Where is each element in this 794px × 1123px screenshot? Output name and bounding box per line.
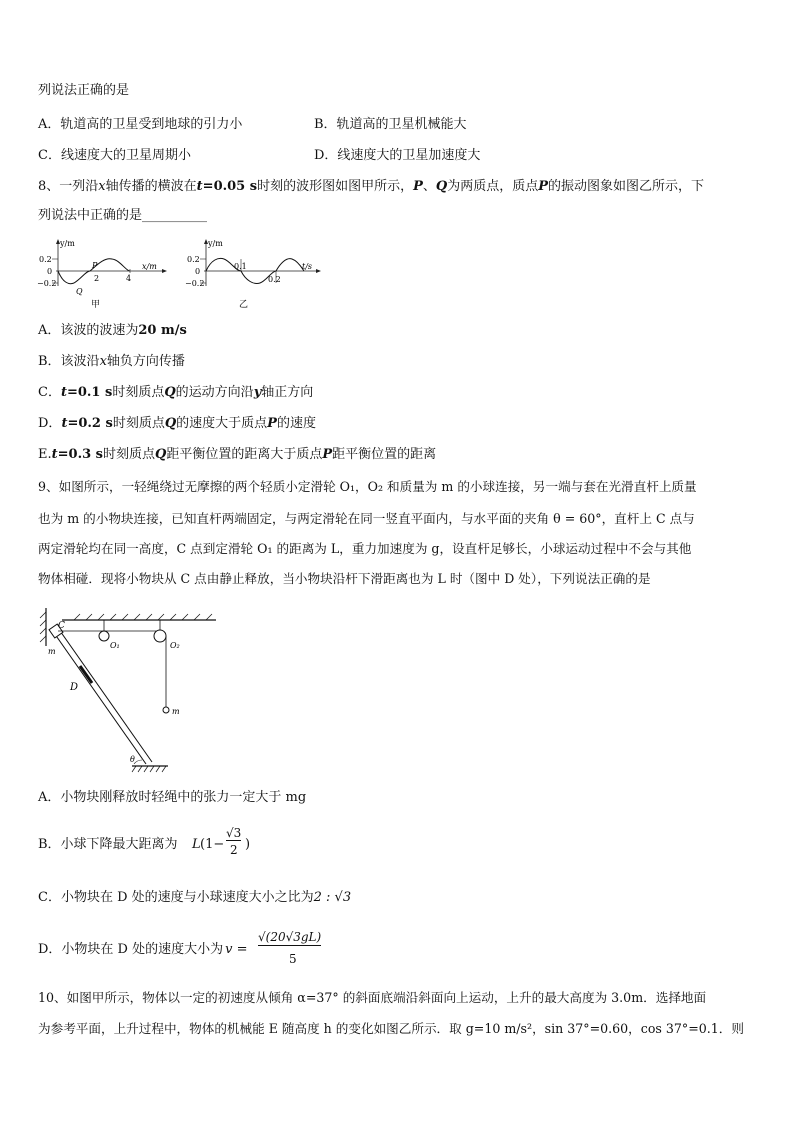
q9-option-b: B．小球下降最大距离为	[38, 837, 178, 852]
fig9-label-m1: m	[48, 647, 56, 656]
vibration-figure-yi	[184, 236, 324, 312]
q9-b-frac-num: √3	[226, 826, 242, 840]
q7-option-a: A．轨道高的卫星受到地球的引力小	[38, 117, 243, 132]
jia-tick-2: 2	[94, 274, 100, 283]
q10-stem-line2: 为参考平面，上升过程中，物体的机械能 E 随高度 h 的变化如图乙所示．取 g=10 m/s²，sin 37°=0.60，cos 37°=0.1．则	[38, 1021, 744, 1036]
jia-tick-m02: −0.2	[37, 279, 57, 288]
yi-tick-01: 0.1	[234, 262, 247, 271]
q8-option-d: D．t=0.2 s时刻质点Q的速度大于质点P的速度	[38, 416, 316, 431]
jia-xlabel: x/m	[142, 262, 157, 271]
fig9-label-d: D	[70, 682, 79, 693]
q9-option-c: C．小物块在 D 处的速度与小球速度大小之比为2 : √3	[38, 890, 352, 905]
q9-b-close: )	[245, 837, 251, 852]
q9-stem-line3: 两定滑轮均在同一高度，C 点到定滑轮 O₁ 的距离为 L，重力加速度为 g，设直杆足够长，小球运动过程中不会与其他	[38, 541, 692, 556]
q8-stem-line2: 列说法中正确的是__________	[38, 208, 208, 223]
q8-option-e: E.t=0.3 s时刻质点Q距平衡位置的距离大于质点P距平衡位置的距离	[38, 447, 437, 462]
yi-xlabel: t/s	[302, 262, 313, 271]
q7-stem-tail: 列说法正确的是	[38, 83, 130, 98]
pulley-rod-figure	[34, 604, 224, 776]
yi-ylabel: y/m	[208, 239, 223, 248]
yi-tick-m02: −0.2	[185, 279, 205, 288]
q9-d-frac-num: √(20√3gL)	[258, 930, 322, 944]
jia-tick-4: 4	[126, 274, 132, 283]
jia-label-q: Q	[76, 287, 83, 296]
yi-tick-0: 0	[195, 267, 201, 276]
fig9-label-o1: O₁	[110, 641, 120, 650]
q7-option-c: C．线速度大的卫星周期小	[38, 148, 191, 163]
jia-tick-0: 0	[47, 267, 53, 276]
q9-stem-line2: 也为 m 的小物块连接，已知直杆两端固定，与两定滑轮在同一竖直平面内，与水平面的夹角 θ = 60°，直杆上 C 点与	[38, 511, 695, 526]
q9-stem-line1: 9、如图所示，一轻绳绕过无摩擦的两个轻质小定滑轮 O₁，O₂ 和质量为 m 的小球连接，另一端与套在光滑直杆上质量	[38, 479, 697, 494]
q9-b-frac-den: 2	[230, 843, 238, 857]
q8-option-a: A．该波的波速为20 m/s	[38, 323, 187, 338]
jia-tick-02: 0.2	[39, 255, 52, 264]
yi-tick-02x: 0.2	[268, 275, 281, 284]
fig9-label-m2: m	[172, 707, 180, 716]
q9-d-frac-den: 5	[289, 952, 297, 966]
jia-label-p: P	[92, 261, 98, 270]
q9-option-d: D．小物块在 D 处的速度大小为 v =	[38, 942, 248, 957]
yi-caption: 乙	[239, 300, 249, 310]
q10-stem-line1: 10、如图甲所示，物体以一定的初速度从倾角 α=37° 的斜面底端沿斜面向上运动，上升的最大高度为 3.0m．选择地面	[38, 990, 707, 1005]
q9-option-a: A．小物块刚释放时轻绳中的张力一定大于 mg	[38, 790, 307, 805]
q8-stem-line1: 8、一列沿x轴传播的横波在t=0.05 s时刻的波形图如图甲所示，P、Q为两质点，质点P的振动图象如图乙所示，下	[38, 179, 705, 194]
wave-figure-jia	[36, 236, 168, 312]
q7-option-d: D．线速度大的卫星加速度大	[314, 148, 481, 163]
q7-option-b: B．轨道高的卫星机械能大	[314, 117, 467, 132]
jia-caption: 甲	[91, 300, 101, 310]
yi-tick-02: 0.2	[187, 255, 200, 264]
q9-b-L: L	[192, 837, 201, 852]
q9-b-open: (1−	[200, 837, 225, 852]
q9-stem-line4: 物体相碰．现将小物块从 C 点由静止释放，当小物块沿杆下滑距离也为 L 时（图中 D 处），下列说法正确的是	[38, 571, 651, 586]
fig9-label-c: C	[58, 621, 65, 631]
q8-option-c: C．t=0.1 s时刻质点Q的运动方向沿y轴正方向	[38, 385, 314, 400]
q8-option-b: B．该波沿x轴负方向传播	[38, 354, 185, 369]
fig9-label-theta: θ	[130, 755, 135, 764]
jia-ylabel: y/m	[60, 239, 75, 248]
fig9-label-o2: O₂	[170, 641, 180, 650]
